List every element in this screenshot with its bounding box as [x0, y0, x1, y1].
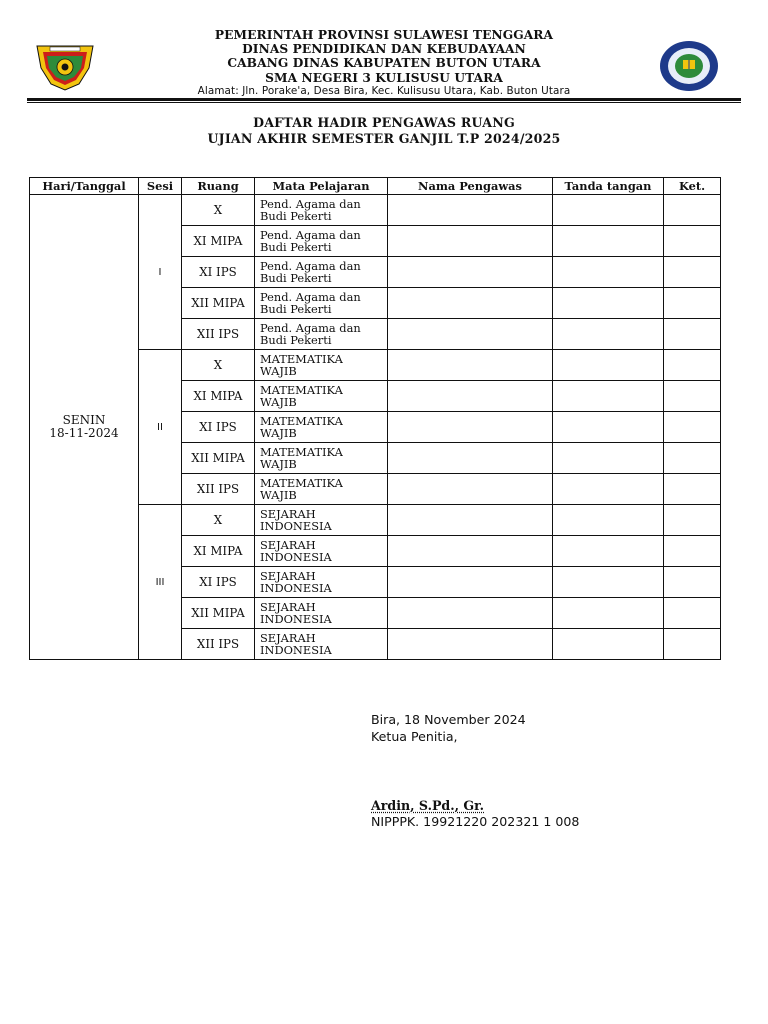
signature-cell[interactable]: [553, 536, 664, 567]
letterhead: [0, 28, 768, 98]
letterhead-rule-thick: [27, 98, 741, 101]
subject-line: INDONESIA: [260, 550, 332, 564]
room-cell: XII MIPA: [182, 598, 255, 629]
header-sesi: Sesi: [139, 178, 182, 195]
room-cell: XII IPS: [182, 474, 255, 505]
signature-cell[interactable]: [553, 598, 664, 629]
signature-cell[interactable]: [553, 505, 664, 536]
header-ruang: Ruang: [182, 178, 255, 195]
subject-line: WAJIB: [260, 364, 297, 378]
notes-cell[interactable]: [664, 536, 721, 567]
subject-cell: [255, 505, 388, 536]
signature-cell[interactable]: [553, 319, 664, 350]
subject-line: SEJARAH: [260, 568, 316, 583]
header-nama-pengawas: Nama Pengawas: [388, 178, 553, 195]
subject-cell: [255, 226, 388, 257]
signature-cell[interactable]: [553, 257, 664, 288]
notes-cell[interactable]: [664, 381, 721, 412]
supervisor-name-cell[interactable]: [388, 381, 553, 412]
subject-line: SEJARAH: [260, 630, 316, 645]
signature-name: Ardin, S.Pd., Gr.: [371, 798, 484, 813]
day-date-cell: [30, 195, 139, 660]
subject-line: WAJIB: [260, 426, 297, 440]
subject-cell: [255, 567, 388, 598]
subject-cell: [255, 443, 388, 474]
title-line-2: UJIAN AKHIR SEMESTER GANJIL T.P 2024/2025: [207, 130, 561, 146]
table-row: [30, 195, 721, 226]
supervisor-name-cell[interactable]: [388, 319, 553, 350]
letterhead-rule-thin: [27, 102, 741, 103]
title-line-1: DAFTAR HADIR PENGAWAS RUANG: [253, 115, 515, 130]
signature-cell[interactable]: [553, 412, 664, 443]
signature-cell[interactable]: [553, 288, 664, 319]
subject-line: Pend. Agama dan: [260, 320, 361, 335]
supervisor-name-cell[interactable]: [388, 598, 553, 629]
document-title: [0, 115, 768, 146]
supervisor-name-cell[interactable]: [388, 257, 553, 288]
letterhead-department: DINAS PENDIDIKAN DAN KEBUDAYAAN: [242, 42, 526, 57]
subject-line: SEJARAH: [260, 537, 316, 552]
notes-cell[interactable]: [664, 288, 721, 319]
subject-line: INDONESIA: [260, 581, 332, 595]
room-cell: XII IPS: [182, 629, 255, 660]
supervisor-name-cell[interactable]: [388, 443, 553, 474]
supervisor-name-cell[interactable]: [388, 505, 553, 536]
day-label: SENIN: [62, 412, 106, 427]
notes-cell[interactable]: [664, 319, 721, 350]
session-cell: III: [139, 505, 182, 660]
header-mata-pelajaran: Mata Pelajaran: [255, 178, 388, 195]
subject-line: Budi Pekerti: [260, 271, 332, 285]
notes-cell[interactable]: [664, 226, 721, 257]
attendance-table: [29, 177, 721, 660]
notes-cell[interactable]: [664, 567, 721, 598]
header-tanda-tangan: Tanda tangan: [553, 178, 664, 195]
room-cell: XI IPS: [182, 257, 255, 288]
subject-line: WAJIB: [260, 488, 297, 502]
signature-place-date: Bira, 18 November 2024: [371, 712, 526, 727]
room-cell: XI MIPA: [182, 536, 255, 567]
letterhead-government: PEMERINTAH PROVINSI SULAWESI TENGGARA: [214, 28, 554, 42]
notes-cell[interactable]: [664, 505, 721, 536]
subject-line: WAJIB: [260, 395, 297, 409]
notes-cell[interactable]: [664, 350, 721, 381]
notes-cell[interactable]: [664, 412, 721, 443]
table-header-row: [30, 178, 721, 195]
supervisor-name-cell[interactable]: [388, 629, 553, 660]
room-cell: XI MIPA: [182, 226, 255, 257]
subject-line: MATEMATIKA: [260, 444, 343, 459]
subject-line: Pend. Agama dan: [260, 227, 361, 242]
subject-line: MATEMATIKA: [260, 413, 343, 428]
supervisor-name-cell[interactable]: [388, 567, 553, 598]
subject-line: INDONESIA: [260, 643, 332, 657]
supervisor-name-cell[interactable]: [388, 536, 553, 567]
room-cell: XII MIPA: [182, 443, 255, 474]
room-cell: X: [182, 195, 255, 226]
room-cell: XI IPS: [182, 567, 255, 598]
subject-cell: [255, 288, 388, 319]
signature-cell[interactable]: [553, 195, 664, 226]
supervisor-name-cell[interactable]: [388, 412, 553, 443]
signature-cell[interactable]: [553, 567, 664, 598]
signature-cell[interactable]: [553, 381, 664, 412]
subject-line: INDONESIA: [260, 612, 332, 626]
subject-cell: [255, 474, 388, 505]
subject-line: Pend. Agama dan: [260, 258, 361, 273]
subject-cell: [255, 319, 388, 350]
notes-cell[interactable]: [664, 443, 721, 474]
subject-cell: [255, 350, 388, 381]
signature-cell[interactable]: [553, 226, 664, 257]
subject-cell: [255, 598, 388, 629]
subject-cell: [255, 629, 388, 660]
notes-cell[interactable]: [664, 629, 721, 660]
subject-line: MATEMATIKA: [260, 351, 343, 366]
subject-line: Budi Pekerti: [260, 333, 332, 347]
header-hari-tanggal: Hari/Tanggal: [30, 178, 139, 195]
subject-cell: [255, 536, 388, 567]
subject-line: Budi Pekerti: [260, 209, 332, 223]
subject-line: WAJIB: [260, 457, 297, 471]
subject-line: SEJARAH: [260, 506, 316, 521]
room-cell: XI MIPA: [182, 381, 255, 412]
subject-line: Pend. Agama dan: [260, 289, 361, 304]
subject-line: SEJARAH: [260, 599, 316, 614]
notes-cell[interactable]: [664, 598, 721, 629]
supervisor-name-cell[interactable]: [388, 474, 553, 505]
signature-cell[interactable]: [553, 629, 664, 660]
header-ket: Ket.: [664, 178, 721, 195]
subject-line: MATEMATIKA: [260, 382, 343, 397]
subject-line: MATEMATIKA: [260, 475, 343, 490]
notes-cell[interactable]: [664, 195, 721, 226]
letterhead-school-name: SMA NEGERI 3 KULISUSU UTARA: [265, 70, 503, 85]
letterhead-branch-office: CABANG DINAS KABUPATEN BUTON UTARA: [227, 56, 541, 71]
session-cell: II: [139, 350, 182, 505]
notes-cell[interactable]: [664, 474, 721, 505]
room-cell: XII MIPA: [182, 288, 255, 319]
signature-cell[interactable]: [553, 443, 664, 474]
subject-cell: [255, 412, 388, 443]
room-cell: X: [182, 505, 255, 536]
subject-line: Budi Pekerti: [260, 240, 332, 254]
date-label: 18-11-2024: [49, 426, 119, 440]
signature-cell[interactable]: [553, 350, 664, 381]
supervisor-name-cell[interactable]: [388, 195, 553, 226]
supervisor-name-cell[interactable]: [388, 350, 553, 381]
signature-cell[interactable]: [553, 474, 664, 505]
subject-cell: [255, 257, 388, 288]
room-cell: XII IPS: [182, 319, 255, 350]
signature-role: Ketua Penitia,: [371, 729, 458, 744]
table-body: [30, 195, 721, 660]
subject-line: INDONESIA: [260, 519, 332, 533]
room-cell: XI IPS: [182, 412, 255, 443]
subject-cell: [255, 381, 388, 412]
room-cell: X: [182, 350, 255, 381]
subject-line: Budi Pekerti: [260, 302, 332, 316]
supervisor-name-cell[interactable]: [388, 288, 553, 319]
subject-cell: [255, 195, 388, 226]
notes-cell[interactable]: [664, 257, 721, 288]
supervisor-name-cell[interactable]: [388, 226, 553, 257]
subject-line: Pend. Agama dan: [260, 196, 361, 211]
signature-nip: NIPPPK. 19921220 202321 1 008: [371, 814, 580, 829]
session-cell: I: [139, 195, 182, 350]
letterhead-address: Alamat: Jln. Porake'a, Desa Bira, Kec. Kulisusu Utara, Kab. Buton Utara: [197, 84, 571, 97]
